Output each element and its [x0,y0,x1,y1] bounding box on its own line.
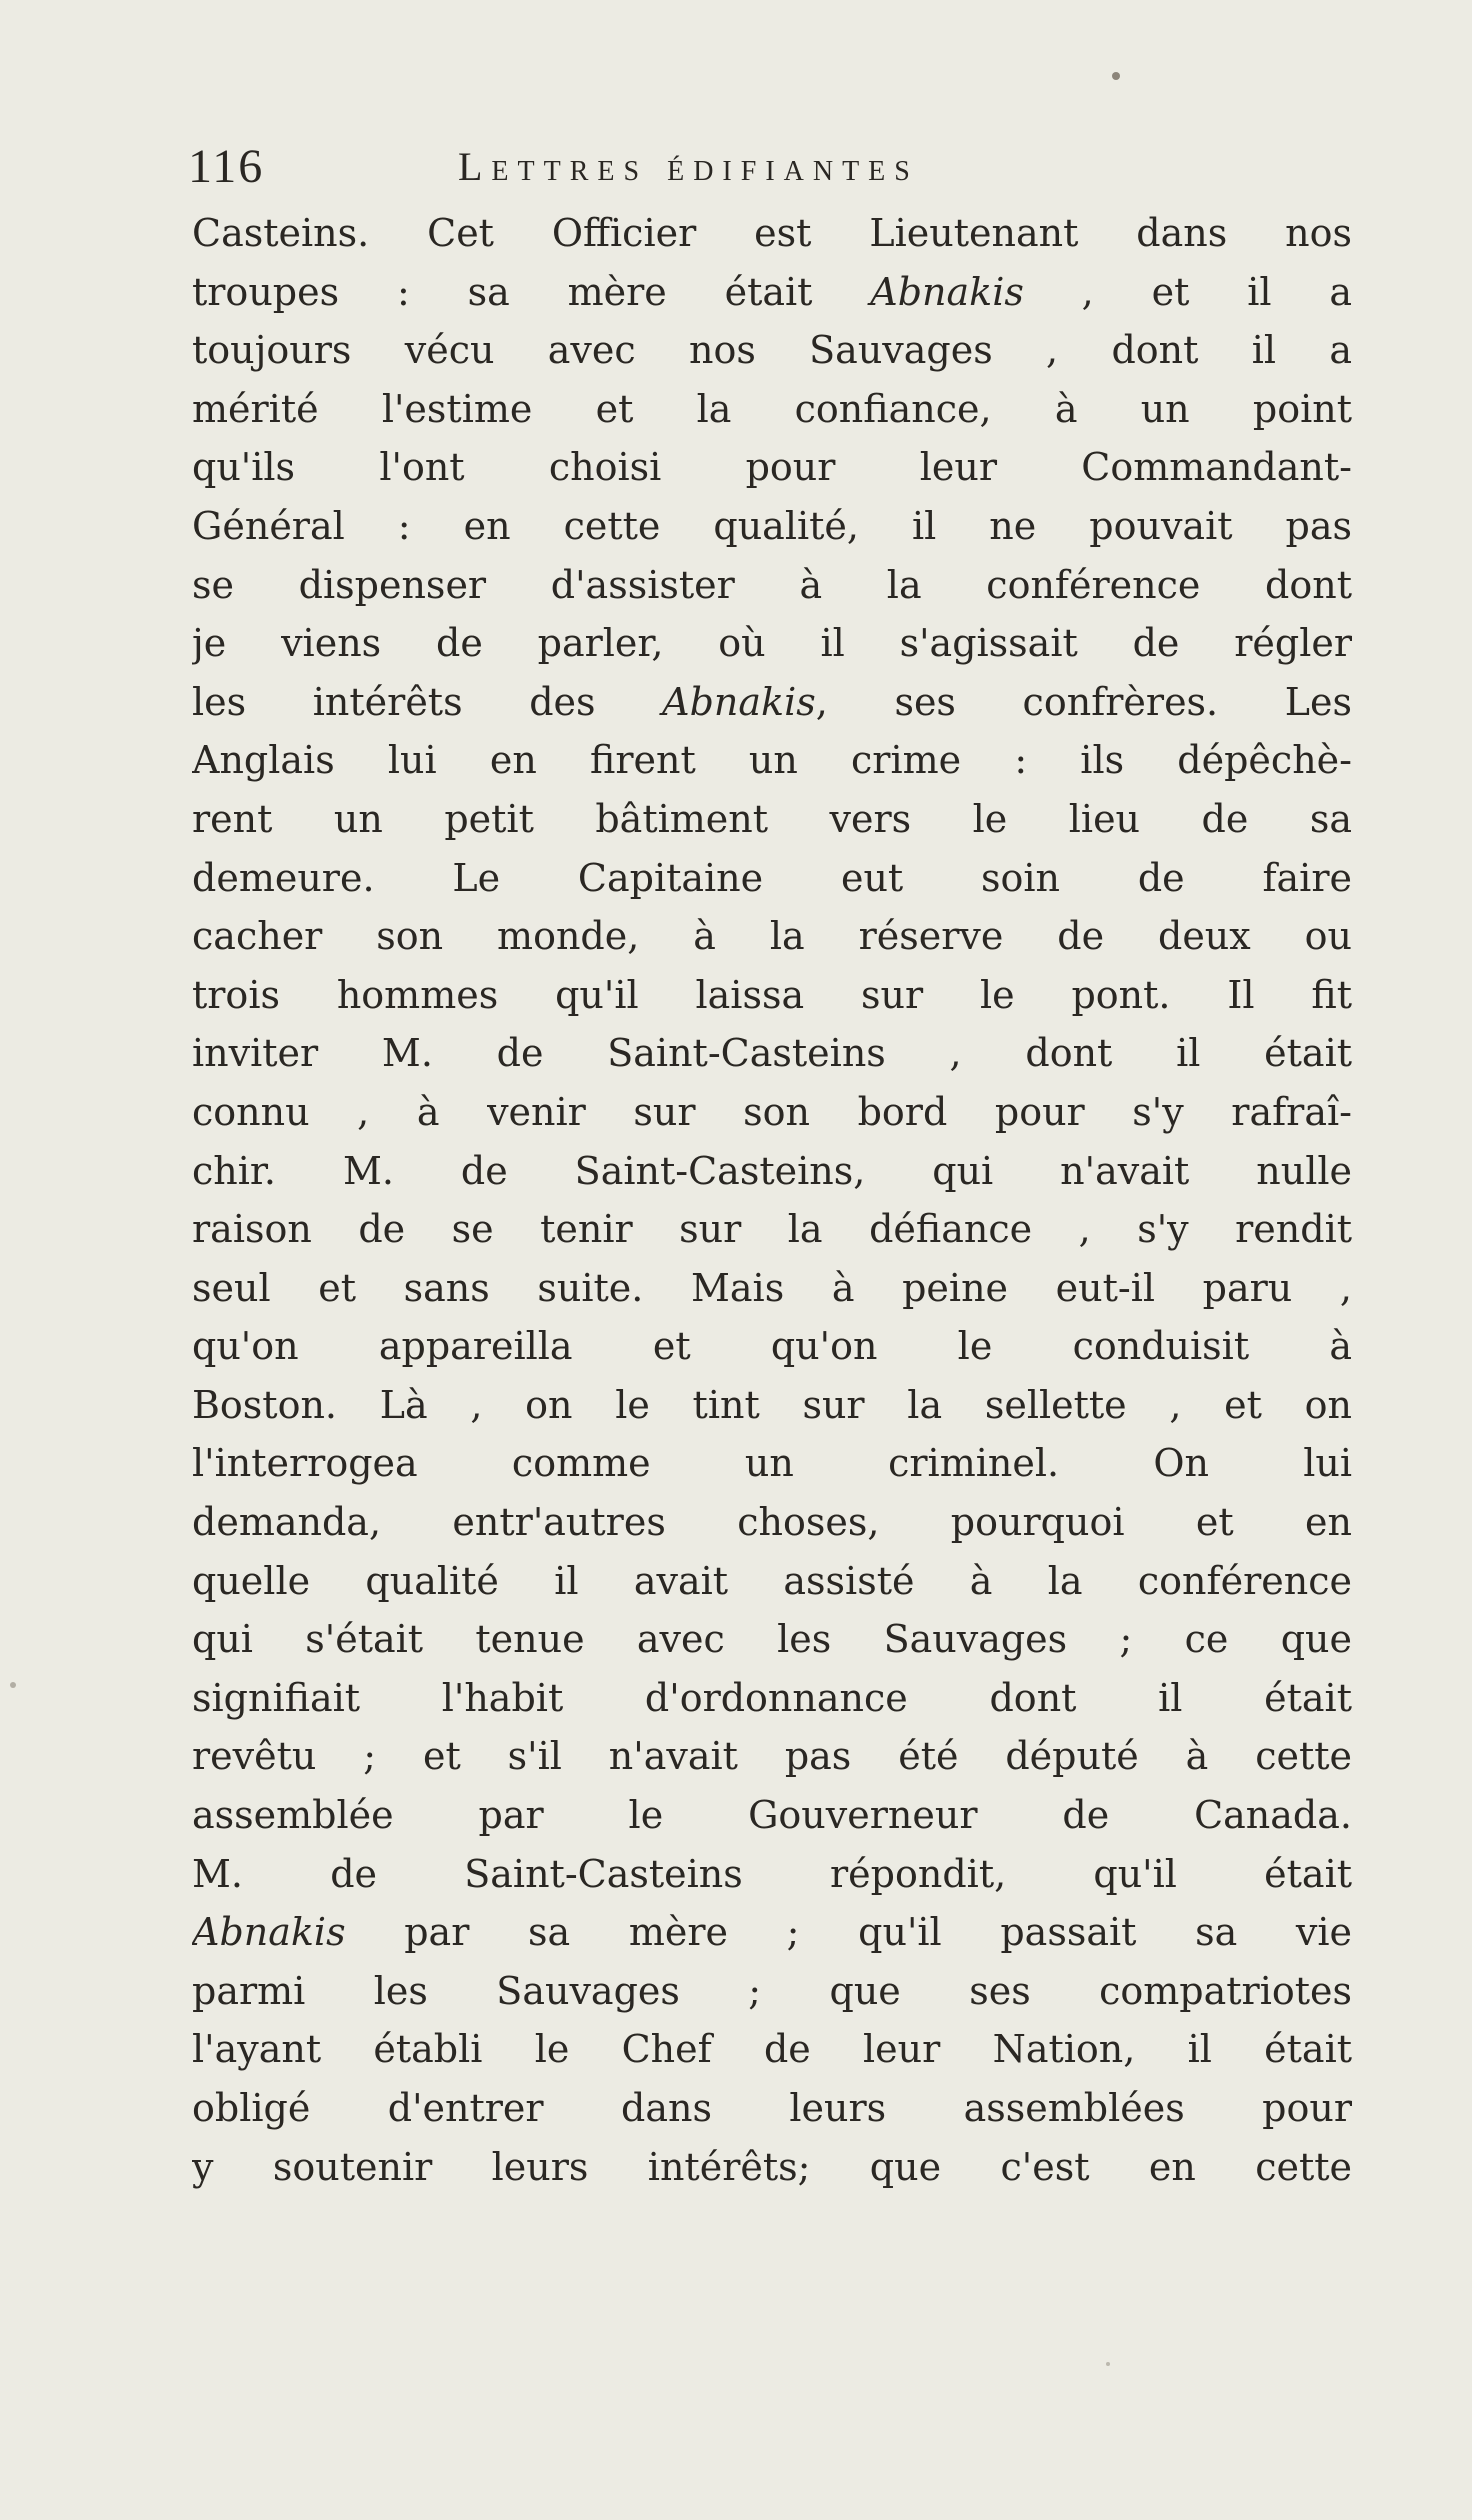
paper-speck [10,1682,16,1688]
text-line: chir. M. de Saint-Casteins, qui n'avait nulle [192,1148,1352,1193]
text-line: seul et sans suite. Mais à peine eut-il paru , [192,1265,1352,1310]
running-title: Lettres édifiantes [458,144,919,189]
text-line: je viens de parler, où il s'agissait de régler [192,621,1352,666]
text-line: l'interrogea comme un criminel. On lui [192,1441,1352,1486]
paper-speck [1112,72,1120,80]
body-text [192,204,1352,2196]
text-line: l'ayant établi le Chef de leur Nation, il était [192,2027,1352,2072]
text-line: signifiait l'habit d'ordonnance dont il était [192,1675,1352,1720]
paper-speck [1106,2362,1110,2366]
text-line: les intérêts des Abnakis, ses confrères. Les [192,679,1352,724]
text-line: troupes : sa mère était Abnakis , et il a [192,269,1352,314]
page-number: 116 [188,140,265,193]
text-line: se dispenser d'assister à la conférence dont [192,562,1352,607]
text-line: cacher son monde, à la réserve de deux ou [192,914,1352,959]
text-line: M. de Saint-Casteins répondit, qu'il était [192,1851,1352,1896]
text-line: rent un petit bâtiment vers le lieu de sa [192,796,1352,841]
text-line: Anglais lui en firent un crime : ils dépêchè- [192,738,1352,783]
text-line: Boston. Là , on le tint sur la sellette , et on [192,1382,1352,1427]
text-line: raison de se tenir sur la défiance , s'y rendit [192,1207,1352,1252]
text-line: inviter M. de Saint-Casteins , dont il était [192,1031,1352,1076]
text-line: quelle qualité il avait assisté à la conférence [192,1558,1352,1603]
text-line: trois hommes qu'il laissa sur le pont. Il fit [192,972,1352,1017]
text-line: qu'on appareilla et qu'on le conduisit à [192,1324,1352,1369]
text-line: Casteins. Cet Officier est Lieutenant dans nos [192,211,1352,255]
text-line: qui s'était tenue avec les Sauvages ; ce que [192,1617,1352,1662]
italic-word: Abnakis [192,1910,346,1955]
text-line: qu'ils l'ont choisi pour leur Commandant- [192,445,1352,490]
text-line: assemblée par le Gouverneur de Canada. [192,1793,1352,1838]
text-line: connu , à venir sur son bord pour s'y rafraî- [192,1089,1352,1134]
text-line: y soutenir leurs intérêts; que c'est en cette [192,2144,1352,2189]
text-line: revêtu ; et s'il n'avait pas été député à cette [192,1734,1352,1779]
page-header [188,132,1348,202]
italic-word: Abnakis [870,269,1024,314]
text-line: obligé d'entrer dans leurs assemblées pour [192,2086,1352,2130]
text-line: demanda, entr'autres choses, pourquoi et en [192,1500,1352,1545]
text-line: Général : en cette qualité, il ne pouvait pas [192,503,1352,548]
text-line: demeure. Le Capitaine eut soin de faire [192,855,1352,900]
text-line: toujours vécu avec nos Sauvages , dont il a [192,328,1352,373]
text-line: Abnakis par sa mère ; qu'il passait sa vie [192,1910,1352,1955]
text-line: parmi les Sauvages ; que ses compatriotes [192,1968,1352,2013]
text-line: mérité l'estime et la confiance, à un point [192,386,1352,431]
italic-word: Abnakis [662,679,816,724]
